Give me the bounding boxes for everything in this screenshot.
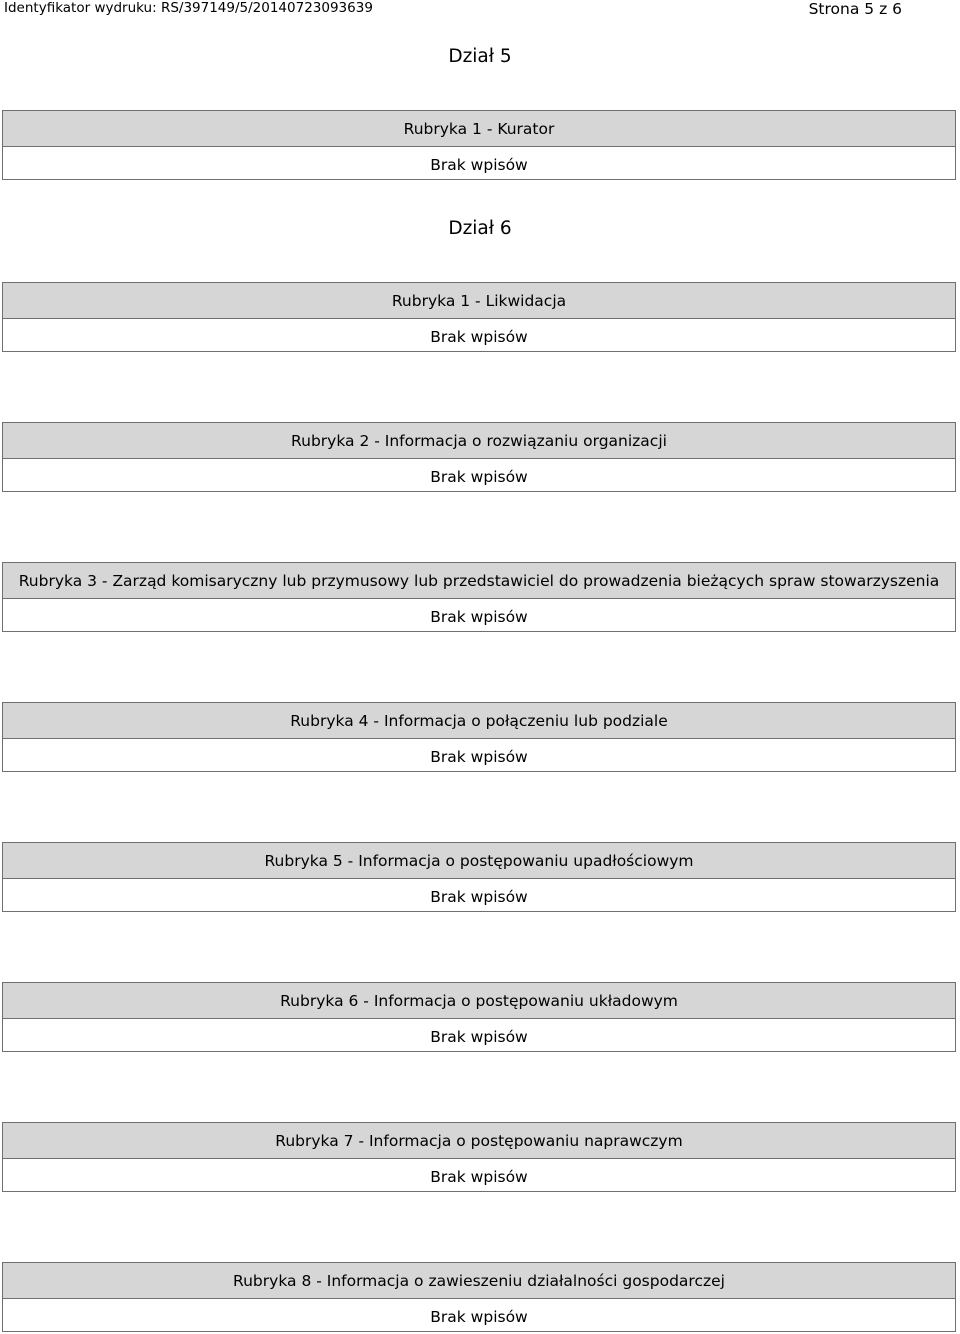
- rubric-title: Rubryka 7 - Informacja o postępowaniu naprawczym: [3, 1123, 955, 1159]
- rubric-title: Rubryka 4 - Informacja o połączeniu lub podziale: [3, 703, 955, 739]
- rubric-title: Rubryka 6 - Informacja o postępowaniu układowym: [3, 983, 955, 1019]
- rubric-content: Brak wpisów: [430, 1027, 528, 1046]
- rubric-title: Rubryka 1 - Kurator: [3, 111, 955, 147]
- print-identifier: Identyfikator wydruku: RS/397149/5/20140723093639: [4, 0, 373, 16]
- rubric-title: Rubryka 3 - Zarząd komisaryczny lub przymusowy lub przedstawiciel do prowadzenia bieżących spraw stowarzyszenia: [3, 563, 955, 599]
- rubric-title: Rubryka 5 - Informacja o postępowaniu upadłościowym: [3, 843, 955, 879]
- rubric-title: Rubryka 1 - Likwidacja: [3, 283, 955, 319]
- rubric-box: [2, 1122, 956, 1192]
- section-title-dzial-5: Dział 5: [448, 46, 512, 67]
- rubric-box: [2, 562, 956, 632]
- rubric-content: Brak wpisów: [430, 1307, 528, 1326]
- section-title-dzial-6: Dział 6: [448, 218, 512, 239]
- rubric-content: Brak wpisów: [430, 607, 528, 626]
- rubric-content: Brak wpisów: [430, 155, 528, 174]
- rubric-content: Brak wpisów: [430, 467, 528, 486]
- rubric-box: [2, 422, 956, 492]
- rubric-box: [2, 282, 956, 352]
- rubric-content: Brak wpisów: [430, 747, 528, 766]
- rubric-box: [2, 1262, 956, 1332]
- rubric-box: [2, 842, 956, 912]
- rubric-title: Rubryka 2 - Informacja o rozwiązaniu organizacji: [3, 423, 955, 459]
- rubric-content: Brak wpisów: [430, 1167, 528, 1186]
- rubric-box: [2, 982, 956, 1052]
- rubric-box: [2, 702, 956, 772]
- rubric-content: Brak wpisów: [430, 887, 528, 906]
- rubric-box: [2, 110, 956, 180]
- rubric-title: Rubryka 8 - Informacja o zawieszeniu działalności gospodarczej: [3, 1263, 955, 1299]
- rubric-content: Brak wpisów: [430, 327, 528, 346]
- page-number: Strona 5 z 6: [808, 0, 902, 18]
